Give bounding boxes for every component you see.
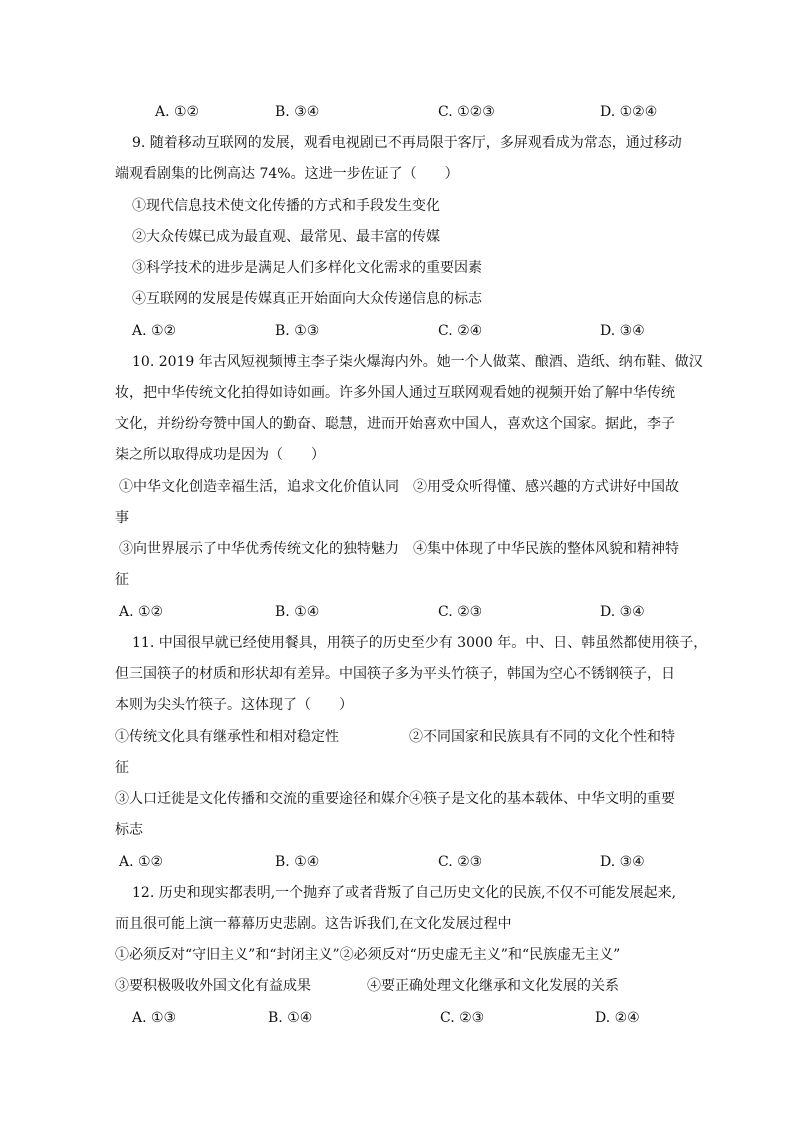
q11-option-d[interactable]: D. ③④ (600, 854, 645, 870)
q9-stem-line-1: 9. 随着移动互联网的发展，观看电视剧已不再局限于客厅，多屏观看成为常态，通过移动 (132, 135, 682, 151)
q12-option-d[interactable]: D. ②④ (595, 1010, 640, 1026)
q12-statement-line-1: ①必须反对“守旧主义”和“封闭主义”②必须反对“历史虚无主义”和“民族虚无主义” (115, 947, 621, 963)
q11-statement-line-4: 标志 (115, 822, 143, 838)
q9-option-a[interactable]: A. ①② (132, 323, 177, 339)
q8-option-c[interactable]: C. ①②③ (438, 104, 495, 120)
q11-stem-line-2: 但三国筷子的材质和形状却有差异。中国筷子多为平头竹筷子，韩国为空心不锈钢筷子，日 (115, 666, 675, 682)
q9-statement-1: ①现代信息技术使文化传播的方式和手段发生变化 (132, 198, 440, 214)
q9-option-d[interactable]: D. ③④ (600, 323, 645, 339)
q11-stem-line-3: 本则为尖头竹筷子。这体现了（ ） (115, 697, 353, 713)
q12-option-c[interactable]: C. ②③ (440, 1010, 485, 1026)
q10-stem-line-1: 10. 2019 年古风短视频博主李子柒火爆海内外。她一个人做菜、酿酒、造纸、纳布鞋、做汉 (132, 354, 703, 370)
q9-statement-3: ③科学技术的进步是满足人们多样化文化需求的重要因素 (132, 260, 482, 276)
q12-option-a[interactable]: A. ①③ (132, 1010, 177, 1026)
q11-option-c[interactable]: C. ②③ (438, 854, 483, 870)
q9-options (0, 321, 645, 341)
q12-statement-line-2: ③要积极吸收外国文化有益成果 ④要正确处理文化继承和文化发展的关系 (115, 978, 619, 994)
q10-option-d[interactable]: D. ③④ (600, 604, 645, 620)
q10-stem-line-4: 柒之所以取得成功是因为（ ） (115, 447, 325, 463)
q8-option-a[interactable]: A. ①② (155, 104, 200, 120)
q12-stem-line-1: 12. 历史和现实都表明,一个抛弃了或者背叛了自己历史文化的民族,不仅不可能发展起来, (132, 885, 677, 901)
q11-option-b[interactable]: B. ①④ (275, 854, 320, 870)
q9-option-b[interactable]: B. ①③ (275, 323, 320, 339)
q9-stem-line-2: 端观看剧集的比例高达 74%。这进一步佐证了（ ） (115, 166, 459, 182)
q11-statement-line-2: 征 (115, 760, 129, 776)
q9-statement-2: ②大众传媒已成为最直观、最常见、最丰富的传媒 (132, 229, 440, 245)
q9-statement-4: ④互联网的发展是传媒真正开始面向大众传递信息的标志 (132, 291, 482, 307)
q11-options (0, 852, 645, 872)
q8-option-b[interactable]: B. ③④ (275, 104, 320, 120)
q10-option-c[interactable]: C. ②③ (438, 604, 483, 620)
q11-stem-line-1: 11. 中国很早就已经使用餐具，用筷子的历史至少有 3000 年。中、日、韩虽然都使用筷子， (132, 635, 708, 651)
q12-option-b[interactable]: B. ①④ (268, 1010, 313, 1026)
q12-options (0, 1008, 640, 1028)
q10-statement-line-2: 事 (115, 510, 129, 526)
q10-statement-line-4: 征 (115, 572, 129, 588)
q10-options (0, 602, 645, 622)
q8-options (0, 102, 658, 122)
q10-statement-line-3: ③向世界展示了中华优秀传统文化的独特魅力 ④集中体现了中华民族的整体风貌和精神特 (119, 541, 679, 557)
q8-option-d[interactable]: D. ①②④ (600, 104, 658, 120)
q10-statement-line-1: ①中华文化创造幸福生活，追求文化价值认同 ②用受众听得懂、感兴趣的方式讲好中国故 (119, 479, 679, 495)
q10-stem-line-2: 妆，把中华传统文化拍得如诗如画。许多外国人通过互联网观看她的视频开始了解中华传统 (115, 385, 675, 401)
q11-statement-line-1: ①传统文化具有继承性和相对稳定性 ②不同国家和民族具有不同的文化个性和特 (115, 729, 675, 745)
q11-option-a[interactable]: A. ①② (119, 854, 164, 870)
q9-option-c[interactable]: C. ②④ (438, 323, 483, 339)
q10-option-b[interactable]: B. ①④ (275, 604, 320, 620)
q11-statement-line-3: ③人口迁徙是文化传播和交流的重要途径和媒介④筷子是文化的基本载体、中华文明的重要 (115, 791, 675, 807)
q10-stem-line-3: 文化，并纷纷夸赞中国人的勤奋、聪慧，进而开始喜欢中国人，喜欢这个国家。据此，李子 (115, 416, 675, 432)
q12-stem-line-2: 而且很可能上演一幕幕历史悲剧。这告诉我们,在文化发展过程中 (115, 916, 512, 932)
q10-option-a[interactable]: A. ①② (119, 604, 164, 620)
